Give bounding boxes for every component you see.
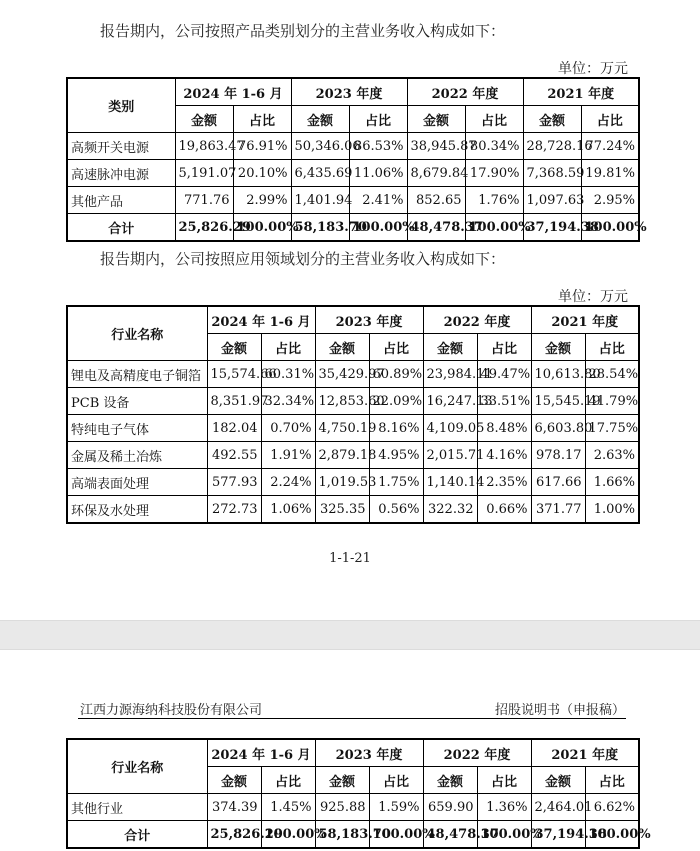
period-header: 2021 年度	[531, 739, 639, 767]
table-row	[67, 388, 639, 415]
total-amount-cell: 58,183.70	[315, 821, 369, 849]
amount-cell: 1,401.94	[291, 187, 349, 214]
total-ratio-cell: 100.00%	[585, 821, 639, 849]
total-amount-cell: 37,194.38	[523, 214, 581, 242]
ratio-cell: 2.95%	[581, 187, 639, 214]
period-header: 2024 年 1-6 月	[207, 306, 315, 334]
row-label: 高速脉冲电源	[67, 160, 175, 187]
ratio-cell: 1.75%	[369, 469, 423, 496]
amount-cell: 5,191.07	[175, 160, 233, 187]
amount-header: 金额	[407, 106, 465, 133]
total-row	[67, 821, 639, 849]
amount-header: 金额	[315, 334, 369, 361]
unit-label: 单位：万元	[558, 61, 628, 77]
amount-cell: 371.77	[531, 496, 585, 524]
ratio-cell: 33.51%	[477, 388, 531, 415]
amount-header: 金额	[523, 106, 581, 133]
period-header: 2023 年度	[291, 78, 407, 106]
total-amount-cell: 25,826.29	[207, 821, 261, 849]
row-label: 锂电及高精度电子铜箔	[67, 361, 207, 388]
ratio-cell: 20.10%	[233, 160, 291, 187]
row-label: 其他行业	[67, 794, 207, 821]
ratio-cell: 1.06%	[261, 496, 315, 524]
amount-cell: 492.55	[207, 442, 261, 469]
company-name: 江西力源海纳科技股份有限公司	[80, 703, 263, 718]
total-amount-cell: 37,194.38	[531, 821, 585, 849]
amount-cell: 617.66	[531, 469, 585, 496]
ratio-cell: 22.09%	[369, 388, 423, 415]
row-label: 环保及水处理	[67, 496, 207, 524]
ratio-header: 占比	[477, 767, 531, 794]
ratio-cell: 1.00%	[585, 496, 639, 524]
amount-cell: 15,574.66	[207, 361, 261, 388]
period-header: 2021 年度	[531, 306, 639, 334]
ratio-cell: 1.76%	[465, 187, 523, 214]
amount-cell: 8,679.84	[407, 160, 465, 187]
total-ratio-cell: 100.00%	[477, 821, 531, 849]
ratio-cell: 32.34%	[261, 388, 315, 415]
ratio-cell: 2.24%	[261, 469, 315, 496]
unit-label-2: 单位：万元	[558, 289, 628, 305]
table-row	[67, 361, 639, 388]
amount-header: 金额	[207, 767, 261, 794]
ratio-cell: 4.16%	[477, 442, 531, 469]
amount-cell: 6,603.80	[531, 415, 585, 442]
amount-cell: 2,879.18	[315, 442, 369, 469]
total-ratio-cell: 100.00%	[581, 214, 639, 242]
row-label: 金属及稀土冶炼	[67, 442, 207, 469]
amount-cell: 4,750.19	[315, 415, 369, 442]
ratio-cell: 86.53%	[349, 133, 407, 160]
amount-cell: 6,435.69	[291, 160, 349, 187]
amount-header: 金额	[207, 334, 261, 361]
ratio-cell: 6.62%	[585, 794, 639, 821]
table-row	[67, 794, 639, 821]
total-ratio-cell: 100.00%	[233, 214, 291, 242]
amount-header: 金额	[423, 334, 477, 361]
ratio-cell: 17.90%	[465, 160, 523, 187]
ratio-cell: 1.45%	[261, 794, 315, 821]
amount-header: 金额	[315, 767, 369, 794]
amount-cell: 659.90	[423, 794, 477, 821]
ratio-header: 占比	[477, 334, 531, 361]
amount-cell: 1,097.63	[523, 187, 581, 214]
period-header: 2021 年度	[523, 78, 639, 106]
header-label: 行业名称	[67, 306, 207, 361]
amount-cell: 50,346.06	[291, 133, 349, 160]
ratio-header: 占比	[369, 767, 423, 794]
ratio-cell: 28.54%	[585, 361, 639, 388]
amount-cell: 38,945.87	[407, 133, 465, 160]
amount-cell: 978.17	[531, 442, 585, 469]
ratio-header: 占比	[261, 334, 315, 361]
header-row	[67, 739, 639, 767]
amount-cell: 19,863.47	[175, 133, 233, 160]
amount-cell: 2,015.71	[423, 442, 477, 469]
amount-cell: 272.73	[207, 496, 261, 524]
ratio-cell: 1.36%	[477, 794, 531, 821]
amount-header: 金额	[291, 106, 349, 133]
header-label: 行业名称	[67, 739, 207, 794]
table-row	[67, 133, 639, 160]
total-amount-cell: 48,478.37	[407, 214, 465, 242]
amount-header: 金额	[423, 767, 477, 794]
amount-cell: 852.65	[407, 187, 465, 214]
header-row	[67, 306, 639, 334]
total-ratio-cell: 100.00%	[369, 821, 423, 849]
total-ratio-cell: 100.00%	[349, 214, 407, 242]
amount-cell: 374.39	[207, 794, 261, 821]
amount-cell: 12,853.60	[315, 388, 369, 415]
period-header: 2022 年度	[407, 78, 523, 106]
period-header: 2023 年度	[315, 306, 423, 334]
amount-header: 金额	[531, 767, 585, 794]
row-label: 高频开关电源	[67, 133, 175, 160]
amount-cell: 322.32	[423, 496, 477, 524]
amount-cell: 1,019.53	[315, 469, 369, 496]
ratio-cell: 1.91%	[261, 442, 315, 469]
total-label: 合计	[67, 214, 175, 242]
table-row	[67, 442, 639, 469]
ratio-header: 占比	[261, 767, 315, 794]
total-amount-cell: 25,826.29	[175, 214, 233, 242]
amount-cell: 1,140.14	[423, 469, 477, 496]
total-ratio-cell: 100.00%	[465, 214, 523, 242]
total-row	[67, 214, 639, 242]
table-row	[67, 469, 639, 496]
amount-cell: 10,613.80	[531, 361, 585, 388]
ratio-header: 占比	[233, 106, 291, 133]
amount-cell: 16,247.13	[423, 388, 477, 415]
industry-revenue-table-cont	[66, 738, 651, 849]
ratio-cell: 11.06%	[349, 160, 407, 187]
ratio-header: 占比	[585, 334, 639, 361]
period-header: 2022 年度	[423, 306, 531, 334]
period-header: 2024 年 1-6 月	[207, 739, 315, 767]
period-header: 2022 年度	[423, 739, 531, 767]
ratio-cell: 76.91%	[233, 133, 291, 160]
ratio-cell: 60.31%	[261, 361, 315, 388]
total-amount-cell: 58,183.70	[291, 214, 349, 242]
row-label: 其他产品	[67, 187, 175, 214]
ratio-header: 占比	[465, 106, 523, 133]
ratio-cell: 1.59%	[369, 794, 423, 821]
table-row	[67, 160, 639, 187]
header-label: 类别	[67, 78, 175, 133]
row-label: PCB 设备	[67, 388, 207, 415]
page-number: 1-1-21	[329, 551, 371, 566]
amount-cell: 35,429.97	[315, 361, 369, 388]
ratio-cell: 2.35%	[477, 469, 531, 496]
ratio-header: 占比	[369, 334, 423, 361]
document-type: 招股说明书（申报稿）	[494, 703, 625, 718]
ratio-cell: 49.47%	[477, 361, 531, 388]
amount-cell: 577.93	[207, 469, 261, 496]
ratio-cell: 2.99%	[233, 187, 291, 214]
amount-cell: 4,109.05	[423, 415, 477, 442]
amount-cell: 28,728.16	[523, 133, 581, 160]
intro-industry-text: 报告期内，公司按照应用领域划分的主营业务收入构成如下：	[100, 250, 506, 268]
ratio-cell: 8.48%	[477, 415, 531, 442]
ratio-cell: 0.66%	[477, 496, 531, 524]
ratio-cell: 8.16%	[369, 415, 423, 442]
ratio-cell: 80.34%	[465, 133, 523, 160]
ratio-header: 占比	[585, 767, 639, 794]
category-revenue-table	[66, 77, 647, 242]
header-rule	[78, 718, 626, 719]
total-ratio-cell: 100.00%	[261, 821, 315, 849]
ratio-cell: 60.89%	[369, 361, 423, 388]
industry-revenue-table	[66, 305, 640, 524]
amount-cell: 23,984.11	[423, 361, 477, 388]
amount-cell: 7,368.59	[523, 160, 581, 187]
amount-header: 金额	[175, 106, 233, 133]
row-label: 高端表面处理	[67, 469, 207, 496]
ratio-cell: 4.95%	[369, 442, 423, 469]
ratio-cell: 19.81%	[581, 160, 639, 187]
amount-cell: 325.35	[315, 496, 369, 524]
ratio-cell: 0.56%	[369, 496, 423, 524]
table-row	[67, 415, 639, 442]
table-row	[67, 496, 639, 524]
total-amount-cell: 48,478.37	[423, 821, 477, 849]
period-header: 2024 年 1-6 月	[175, 78, 291, 106]
ratio-cell: 1.66%	[585, 469, 639, 496]
ratio-header: 占比	[349, 106, 407, 133]
ratio-cell: 2.63%	[585, 442, 639, 469]
period-header: 2023 年度	[315, 739, 423, 767]
table-row	[67, 187, 639, 214]
ratio-header: 占比	[581, 106, 639, 133]
header-row	[67, 78, 639, 106]
amount-cell: 771.76	[175, 187, 233, 214]
amount-cell: 182.04	[207, 415, 261, 442]
amount-header: 金额	[531, 334, 585, 361]
ratio-cell: 17.75%	[585, 415, 639, 442]
ratio-cell: 0.70%	[261, 415, 315, 442]
amount-cell: 925.88	[315, 794, 369, 821]
amount-cell: 2,464.01	[531, 794, 585, 821]
ratio-cell: 77.24%	[581, 133, 639, 160]
page-gap	[0, 620, 700, 650]
row-label: 特纯电子气体	[67, 415, 207, 442]
ratio-cell: 41.79%	[585, 388, 639, 415]
total-label: 合计	[67, 821, 207, 849]
intro-category-text: 报告期内，公司按照产品类别划分的主营业务收入构成如下：	[100, 22, 506, 40]
amount-cell: 15,545.19	[531, 388, 585, 415]
ratio-cell: 2.41%	[349, 187, 407, 214]
amount-cell: 8,351.97	[207, 388, 261, 415]
